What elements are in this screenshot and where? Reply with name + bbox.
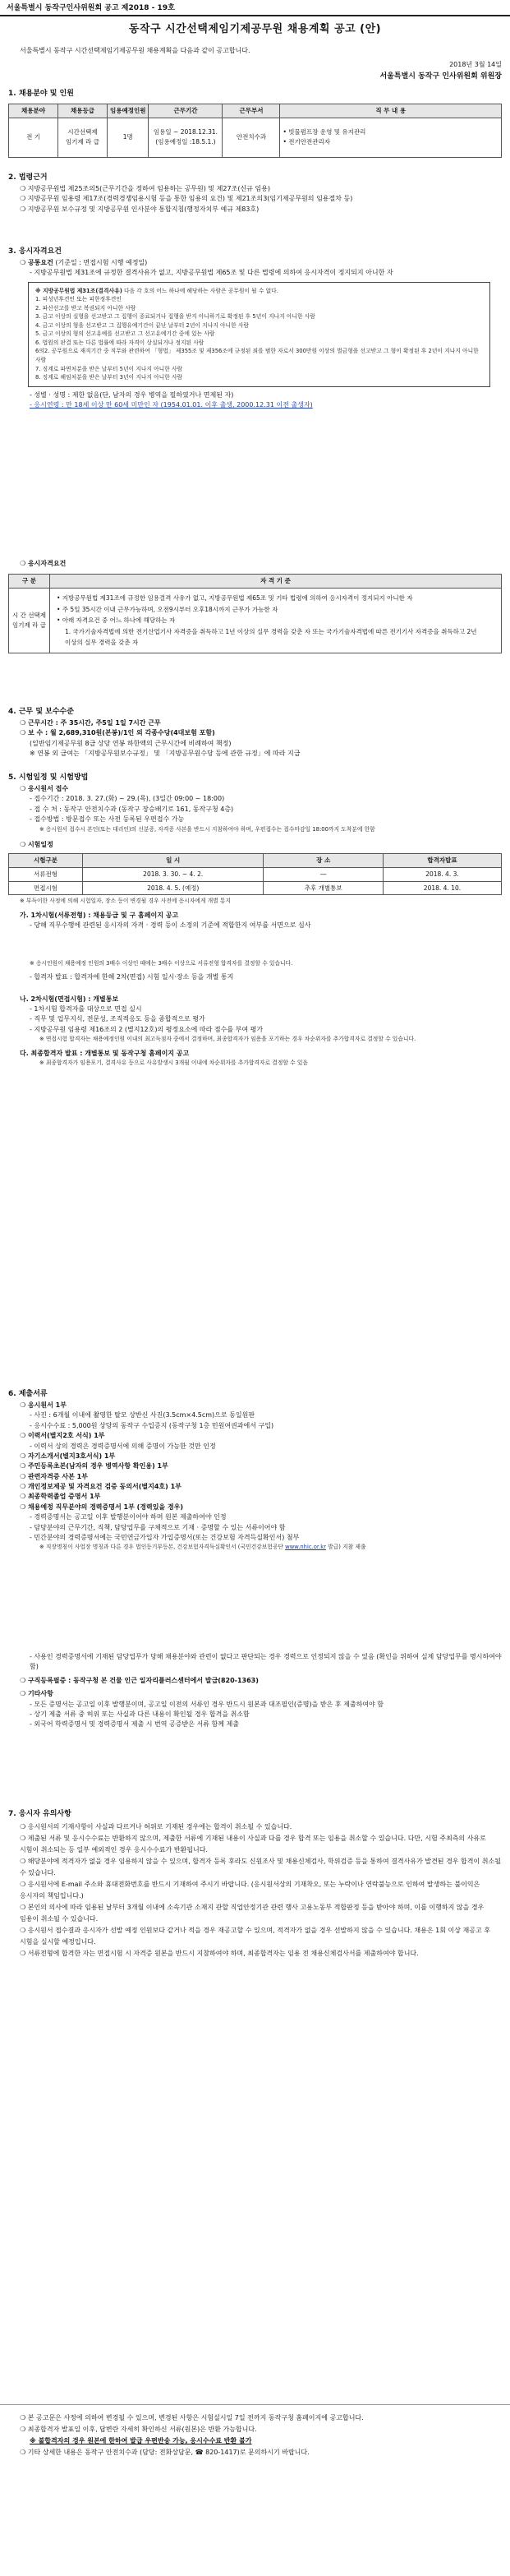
note: ※ 불합격자의 경우 원본에 한하여 발급 우편반송 가능, 응시수수료 반환 불가 (30, 2437, 252, 2444)
table-cell: 2018. 4. 5. (예정) (83, 881, 264, 895)
list-item: ❍ 최종학력졸업 증명서 1부 (20, 1493, 101, 1501)
box-title: ※ 지방공무원법 제31조(결격사유) (35, 287, 122, 294)
list-item: ❍ 이력서(별지2호 서식) 1부 (20, 1432, 105, 1440)
list-item: - 외국어 학력증명서 및 경력증명서 제출 시 번역 공증받은 서류 함께 제출 (30, 1720, 239, 1729)
subsection-title: ❍ 응시원서 접수 (20, 784, 69, 792)
list-item: - 사진 : 6개월 이내에 촬영한 탈모 상반신 사진(3.5cm×4.5cm)으로 동일원판 (30, 1411, 255, 1420)
table-header: 장 소 (264, 854, 384, 868)
note: ※ 직장명칭이 사업장 명칭과 다른 경우 법인등기부등본, 건강보험자격득실확인서 (국민건강보험공단 (39, 1544, 286, 1551)
list-item: 1. 국가기술자격법에 의한 전기산업기사 자격증을 취득하고 1년 이상의 실무 경력을 갖춘 자 또는 국가기술자격법에 따른 전기기사 자격증을 취득하고 2년 이상의 실무 경력을 갖춘 자 (65, 627, 477, 647)
list-item: ※ 연봉 외 급여는 「지방공무원보수규정」 및 「지방공무원수당 등에 관한 규정」에 따라 지급 (30, 750, 301, 758)
schedule-table (8, 853, 502, 895)
box-intro: 다음 각 호의 어느 하나에 해당하는 사람은 공무원이 될 수 없다. (123, 287, 278, 294)
section-title: 4. 근무 및 보수수준 (8, 708, 74, 716)
table-cell (280, 118, 502, 157)
table-cell: ― (264, 868, 384, 882)
list-item: 4. 금고 이상의 형을 선고받고 그 집행유예기간이 끝난 날부터 2년이 지나지 아니한 사람 (35, 321, 249, 329)
page-title: 동작구 시간선택제임기제공무원 채용계획 공고 (안) (128, 23, 382, 35)
table-cell: 시간선택제 임기제 라 급 (58, 118, 108, 157)
duty-line: • 빗물펌프장 운영 및 유지관리 (283, 128, 366, 136)
list-item: • 아래 자격요건 중 어느 하나에 해당하는 자 (57, 616, 176, 625)
section-title: 6. 제출서류 (8, 1390, 48, 1398)
table-cell (50, 589, 502, 653)
section-title: 5. 시험일정 및 시험방법 (8, 773, 89, 782)
list-item: ❍ 본 공고문은 사정에 의하여 변경될 수 있으며, 변경된 사항은 시험실시일 7일 전까지 동작구청 홈페이지에 공고합니다. (20, 2414, 364, 2421)
subsection-title: ❍ 시험일정 (20, 841, 53, 849)
notice-number: 서울특별시 동작구인사위원회 공고 제2018 - 19호 (0, 0, 510, 16)
list-item: - 경력증명서는 공고일 이후 발행분이어야 하며 원본 제출하여야 인정 (30, 1513, 227, 1521)
list-item: ❍ 서류전형에 합격한 자는 면접시험 시 자격증 원본을 반드시 지참하여야 하며, 최종합격자는 임용 전 채용신체검사서를 제출하여야 합니다. (20, 1949, 419, 1957)
list-item: - 접 수 처 : 동작구 안전치수과 (동작구 장승배기로 161, 동작구청 4층) (30, 805, 234, 813)
list-item: 8. 징계로 해임처분을 받은 날부터 3년이 지나지 아니한 사람 (35, 374, 183, 381)
list-item: • 지방공무원법 제31조에 규정한 임용결격 사유가 없고, 지방공무원법 제65조 및 기타 법령에 의하여 응시자격이 정지되지 아니한 자 (57, 594, 413, 602)
table-cell: 전 기 (9, 118, 58, 157)
list-item: (일반임기제공무원 8급 상당 연봉 하한액의 근무시간에 비례하여 책정) (30, 739, 232, 747)
intro-text: 서울특별시 동작구 시간선택제임기제공무원 채용계획을 다음과 같이 공고합니다. (20, 47, 250, 55)
list-item: ❍ 개인정보제공 및 자격요건 검증 동의서(별지4호) 1부 (20, 1483, 181, 1491)
list-item: - 응시수수료 : 5,000원 상당의 동작구 수입증지 (동작구청 1층 민원여권과에서 구입) (30, 1421, 274, 1429)
age-limit: - 응시연령 : 만 18세 이상 만 60세 미만인 자 (1954.01.01. 이후 출생, 2000.12.31 이전 출생자) (30, 400, 313, 409)
table-header: 직 무 내 용 (280, 104, 502, 118)
table-cell: 2018. 4. 10. (383, 881, 501, 895)
notice-date: 2018년 3월 14일 (449, 60, 502, 68)
list-item: ❍ 지방공무원법 제25조의5(근무기간을 정하여 임용하는 공무원) 및 제27조(신규 임용) (20, 184, 271, 192)
list-item: ❍ 지방공무원 임용령 제17조(경력경쟁임용시험 등을 통한 임용의 요건) 및 제21조의3(임기제공무원의 임용절차 등) (20, 195, 353, 203)
list-item: 5. 금고 이상의 형의 선고유예를 선고받고 그 선고유예기간 중에 있는 사람 (35, 330, 215, 338)
list-item: ❍ 자기소개서(별지3호서식) 1부 (20, 1452, 116, 1460)
table-cell: 1명 (108, 118, 149, 157)
list-item: ❍ 구직등록필증 : 동작구청 본 건물 인근 일자리플러스센터에서 발급(820-1363) (20, 1676, 259, 1684)
contact-line: ❍ 기타 상세한 내용은 동작구 안전치수과 (담당: 전화상담문, ☎ 820-1417)로 문의하시기 바랍니다. (20, 2449, 310, 2456)
list-item: 1. 피성년후견인 또는 피한정후견인 (35, 296, 122, 303)
table-cell: 안전치수과 (223, 118, 280, 157)
subsection-note: (기준일 : 면접시험 시행 예정일) (55, 258, 148, 266)
table-header: 합격자발표 (383, 854, 501, 868)
table-header: 임용예정인원 (108, 104, 149, 118)
subsection-title: ❍ 공통요건 (20, 258, 53, 266)
subsection-title: 가. 1차시험(서류전형) : 채용등급 및 구 홈페이지 공고 (20, 911, 179, 919)
disqualification-box (28, 282, 490, 387)
list-item: ❍ 응시원서의 기재사항이 사실과 다르거나 허위로 기재된 경우에는 합격이 취소될 수 있습니다. (20, 1822, 292, 1830)
list-item: - 모든 증명서는 공고일 이후 발행분이며, 공고일 이전의 서류인 경우 반드시 원본과 대조필인(증명)을 받은 후 제출하여야 함 (30, 1700, 384, 1708)
list-item: 3. 금고 이상의 실형을 선고받고 그 집행이 종료되거나 집행을 받지 아니하기로 확정된 후 5년이 지나지 아니한 사람 (35, 313, 315, 321)
list-item: ❍ 본인의 의사에 따라 임용된 날부터 3개월 이내에 소속기관 소재지 관할 직업안정기관 관련 행사 고용노동부 적합판정 등을 받아야 하며, 이를 이행하지 않을 경우 임용이 취소될 수 있습니다. (20, 1903, 485, 1923)
list-item: - 담당분야의 근무기간, 직책, 담당업무를 구체적으로 기재 · 증명할 수 있는 서류이어야 함 (30, 1523, 286, 1531)
recruit-table (8, 104, 502, 158)
list-item: ❍ 보 수 : 월 2,689,310원(본봉)/1인 외 각종수당(4대보험 포함) (20, 729, 215, 737)
list-item: ❍ 주민등록초본(남자의 경우 병역사항 확인용) 1부 (20, 1462, 168, 1470)
table-header: 근무기간 (149, 104, 223, 118)
table-header: 자 격 기 준 (50, 575, 502, 589)
section-title: 2. 법령근거 (8, 173, 48, 182)
table-cell: 추후 개별통보 (264, 881, 384, 895)
list-item: ❍ 근무시간 : 주 35시간, 주5일 1일 7시간 근무 (20, 718, 161, 727)
note: ※ 최종합격자가 임용포기, 결격사유 등으로 사유발생시 3개월 이내에 차순위자를 추가합격자로 결정할 수 있음 (39, 1059, 308, 1067)
list-item: - 성별 · 성명 : 제한 없음(단, 남자의 경우 병역을 필하였거나 면제된 자) (30, 390, 234, 399)
subsection-title: 다. 최종합격자 발표 : 개별통보 및 동작구청 홈페이지 공고 (20, 1049, 190, 1057)
list-item: - 1차시험 합격자를 대상으로 면접 실시 (30, 1004, 142, 1013)
list-item: ❍ 관련자격증 사본 1부 (20, 1472, 88, 1480)
note: ※ 부득이한 사정에 의해 시험일자, 장소 등이 변경될 경우 사전에 응시자에게 개별 통지 (20, 898, 232, 905)
list-item: - 지방공무원법 제31조에 규정한 결격사유가 없고, 지방공무원법 제65조 및 다른 법령에 의하여 응시자격이 정지되지 아니한 자 (30, 269, 393, 277)
table-cell: 2018. 3. 30. ~ 4. 2. (83, 868, 264, 882)
note: ※ 응시인원이 채용예정 인원의 3배수 이상인 때에는 3배수 이상으로 서류전형 합격자를 결정할 수 있습니다. (30, 959, 293, 967)
list-item: ❍ 기타사항 (20, 1690, 53, 1698)
table-header: 구 분 (9, 575, 50, 589)
list-item: ❍ 해당분야에 적격자가 없을 경우 임용하지 않을 수 있으며, 합격자 등록 후라도 신원조사 및 채용신체검사, 학위검증 등을 통하여 결격사유가 발견된 경우 합격이 취소될 수 있습니다. (20, 1857, 501, 1877)
list-item: - 상기 제출 서류 중 허위 또는 사실과 다른 내용이 확인될 경우 합격을 취소함 (30, 1710, 250, 1718)
table-header: 채용분야 (9, 104, 58, 118)
table-cell: 2018. 4. 3. (383, 868, 501, 882)
list-item: ❍ 제출된 서류 및 응시수수료는 반환하지 않으며, 제출한 서류에 기재된 내용이 사실과 다를 경우 합격 또는 임용을 취소할 수 있습니다. 다만, 시험 주최측의 사유로 시험이 취소되는 등 일부 예외적인 경우 응시수수료가 반환됩니다. (20, 1834, 486, 1854)
list-item: ❍ 지방공무원 보수규정 및 지방공무원 인사분야 통합지침(행정자치부 예규 제83호) (20, 205, 260, 213)
table-cell: 시 간 선택제 임기제 라 급 (9, 589, 50, 653)
list-item: 2. 파산선고를 받고 복권되지 아니한 사람 (35, 304, 136, 312)
subsection-title: 나. 2차시험(면접시험) : 개별통보 (20, 995, 119, 1003)
list-item: - 접수기간 : 2018. 3. 27.(화) ~ 29.(목), (3일간 09:00 ~ 18:00) (30, 795, 225, 803)
list-item: - 지방공무원 임용령 제16조의 2 (별지12호)의 평정요소에 따라 점수를 부여 평가 (30, 1025, 264, 1033)
list-item: - 당해 직무수행에 관련된 응시자의 자격 · 경력 등이 소정의 기준에 적합한지 여부를 서면으로 심사 (30, 921, 311, 930)
list-item: 6의2. 공무원으로 재직기간 중 직무와 관련하여 「형법」 제355조 및 제356조에 규정된 죄를 범한 자로서 300만원 이상의 벌금형을 선고받고 그 형이 확정된 후 2년이 지나지 아니한 사람 (35, 348, 479, 363)
list-item: - 직무 및 업무지식, 전문성, 조직적응도 등을 종합적으로 평가 (30, 1015, 205, 1023)
table-header: 채용등급 (58, 104, 108, 118)
table-cell: 임용일 ~ 2018.12.31. (임용예정일 :18.5.1.) (149, 118, 223, 157)
list-item: ❍ 응시원서 1부 (20, 1401, 67, 1409)
table-cell: 서류전형 (9, 868, 83, 882)
qualification-table (8, 574, 502, 653)
list-item: 6. 법원의 판결 또는 다른 법률에 따라 자격이 상실되거나 정지된 사람 (35, 339, 204, 346)
note: ※ 응시원서 접수시 본인(또는 대리인)의 신분증, 자격증 사본을 반드시 지참하여야 하며, 우편접수는 접수마감일 18:00까지 도착분에 한함 (39, 825, 375, 833)
list-item: ❍ 응시원서 접수결과 응시자가 선발 예정 인원보다 같거나 적을 경우 재공고할 수 있으며, 적격자가 없을 경우 선발하지 않을 수 있습니다. 채용은 1회 이상 재공고 후 시험을 실시할 예정입니다. (20, 1926, 490, 1946)
issuer: 서울특별시 동작구 인사위원회 위원장 (379, 72, 502, 81)
list-item: ❍ 최종합격자 발표일 이후, 답변란 자세히 확인하신 서류(원본)은 반환 가능합니다. (20, 2426, 257, 2433)
list-item: 7. 징계로 파면처분을 받은 날부터 5년이 지나지 아니한 사람 (35, 365, 183, 372)
note: ※ 면접시험 합격자는 채용예정인원 이내의 최고득점자 중에서 결정하며, 최종합격자가 임용을 포기하는 경우 차순위자를 추가합격자로 결정할 수 있습니다. (39, 1036, 416, 1043)
table-header: 시험구분 (9, 854, 83, 868)
section-title: 7. 응시자 유의사항 (8, 1810, 71, 1818)
table-header: 근무부서 (223, 104, 280, 118)
list-item: • 주 5일 35시간 이내 근무가능하며, 오전9시부터 오후18시까지 근무가 가능한 자 (57, 605, 278, 613)
section-title: 1. 채용분야 및 인원 (8, 90, 74, 98)
nhic-link[interactable]: www.nhic.or.kr (285, 1544, 326, 1551)
table-cell: 면접시험 (9, 881, 83, 895)
duty-line: • 전기안전관리자 (283, 138, 331, 146)
list-item: ❍ 응시원서에 E-mail 주소와 휴대전화번호를 반드시 기재하여 주시기 바랍니다. (응시원서상의 기재착오, 또는 누락이나 연락불능으로 인하여 발생하는 불이익은 응시자의 책임입니다.) (20, 1880, 480, 1900)
list-item: - 접수방법 : 방문접수 또는 사전 등록된 우편접수 가능 (30, 815, 185, 824)
list-item: ❍ 채용예정 직무분야의 경력증명서 1부 (경력있을 경우) (20, 1503, 184, 1511)
list-item: - 이력서 상의 경력은 경력증명서에 의해 증명이 가능한 것만 인정 (30, 1442, 216, 1450)
list-item: - 민간분야의 경력증명서에는 국민연금가입자 가입증명서(또는 건강보험 자격득실확인서) 첨부 (30, 1534, 300, 1542)
list-item: - 사용인 경력증명서에 기재된 담당업무가 당해 채용분야와 관련이 없다고 판단되는 경우 경력으로 인정되지 않을 수 있음 (확인을 위하여 실제 담당업무를 명시하여야 함) (30, 1653, 502, 1671)
table-header: 일 시 (83, 854, 264, 868)
subsection-title: ❍ 응시자격요건 (20, 560, 67, 567)
section-title: 3. 응시자격요건 (8, 247, 62, 256)
note: 발급) 지참 제출 (326, 1544, 366, 1551)
list-item: - 합격자 발표 : 합격자에 한해 2차(면접) 시험 일시·장소 등을 개별 통지 (30, 973, 234, 981)
